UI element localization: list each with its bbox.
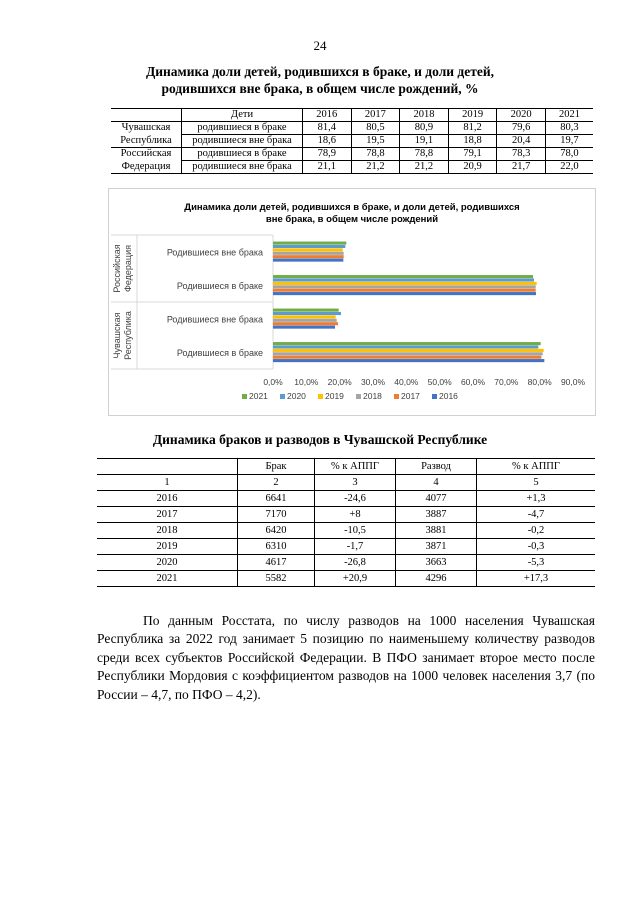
table-cell: 78,3 xyxy=(497,148,546,161)
group-label-line1: Чувашская xyxy=(112,312,122,359)
table-cell: 80,3 xyxy=(545,122,593,135)
table-cell: родившиеся в браке xyxy=(182,122,303,135)
bar-2019 xyxy=(273,282,537,285)
marriages-table-title: Динамика браков и разводов в Чувашской Республике xyxy=(152,432,488,447)
table-cell: 78,8 xyxy=(351,148,400,161)
page-number: 24 xyxy=(313,38,327,53)
births-chart xyxy=(108,188,596,416)
table-cell: 20,4 xyxy=(497,135,546,148)
table-cell: 6420 xyxy=(238,523,315,539)
births-title-line2: родившихся вне брака, в общем числе рождений, % xyxy=(161,81,479,96)
table-header-cell xyxy=(111,109,182,122)
group-label-line2: Республика xyxy=(123,311,133,360)
bar-2018 xyxy=(273,352,543,355)
table-cell: 19,1 xyxy=(400,135,449,148)
x-tick-label: 40,0% xyxy=(394,377,419,387)
table-cell: -1,7 xyxy=(315,539,396,555)
chart-legend xyxy=(242,391,458,401)
table-cell: 3887 xyxy=(396,507,477,523)
chart-bars xyxy=(273,242,544,363)
table-cell: 3663 xyxy=(396,555,477,571)
table-cell: 2021 xyxy=(97,571,238,587)
table-numbering-row xyxy=(97,475,595,491)
table-cell: 21,2 xyxy=(351,161,400,174)
table-header-cell: Развод xyxy=(396,459,477,475)
table-cell: +20,9 xyxy=(315,571,396,587)
table-cell: 78,8 xyxy=(400,148,449,161)
table-cell: -26,8 xyxy=(315,555,396,571)
table-cell: Российская xyxy=(111,148,182,161)
table-cell: 19,7 xyxy=(545,135,593,148)
table-cell: 7170 xyxy=(238,507,315,523)
table-cell: +17,3 xyxy=(477,571,596,587)
table-row xyxy=(97,523,595,539)
bar-2016 xyxy=(273,359,544,362)
table-cell: 4 xyxy=(396,475,477,491)
table-cell: 4077 xyxy=(396,491,477,507)
table-row xyxy=(97,539,595,555)
table-cell: 18,6 xyxy=(303,135,352,148)
table-row xyxy=(97,571,595,587)
legend-swatch-2021 xyxy=(242,394,247,399)
table-header-cell: Брак xyxy=(238,459,315,475)
bar-2016 xyxy=(273,292,536,295)
bar-2020 xyxy=(273,312,341,315)
bar-2017 xyxy=(273,356,541,359)
x-tick-label: 0,0% xyxy=(263,377,283,387)
bar-2020 xyxy=(273,245,345,248)
bar-2016 xyxy=(273,259,343,262)
table-cell: 2019 xyxy=(97,539,238,555)
bar-2017 xyxy=(273,289,536,292)
table-cell: -24,6 xyxy=(315,491,396,507)
category-label: Родившиеся вне брака xyxy=(166,314,263,325)
x-tick-label: 20,0% xyxy=(327,377,352,387)
table-cell: 22,0 xyxy=(545,161,593,174)
table-cell: 1 xyxy=(97,475,238,491)
table-cell: родившиеся в браке xyxy=(182,148,303,161)
table-cell: 2016 xyxy=(97,491,238,507)
table-header-cell: 2018 xyxy=(400,109,449,122)
table-cell: 5 xyxy=(477,475,596,491)
bar-2017 xyxy=(273,255,344,258)
bar-2020 xyxy=(273,278,534,281)
x-tick-label: 70,0% xyxy=(494,377,519,387)
category-label: Родившиеся вне брака xyxy=(166,247,263,258)
chart-title-line1: Динамика доли детей, родившихся в браке, и доли детей, родившихся xyxy=(184,202,520,213)
table-header-row xyxy=(111,109,593,122)
table-cell: -0,3 xyxy=(477,539,596,555)
table-cell: 81,4 xyxy=(303,122,352,135)
table-header-cell: 2021 xyxy=(545,109,593,122)
table-header-cell xyxy=(97,459,238,475)
table-cell: 3871 xyxy=(396,539,477,555)
table-row xyxy=(97,507,595,523)
table-header-cell: Дети xyxy=(182,109,303,122)
table-row xyxy=(111,122,593,135)
chart-svg xyxy=(109,189,595,415)
table-cell: -5,3 xyxy=(477,555,596,571)
table-cell: 2020 xyxy=(97,555,238,571)
table-cell: Федерация xyxy=(111,161,182,174)
legend-label-2021: 2021 xyxy=(249,391,268,401)
bar-2019 xyxy=(273,315,336,318)
bar-2021 xyxy=(273,275,533,278)
table-cell: родившиеся вне брака xyxy=(182,135,303,148)
legend-swatch-2020 xyxy=(280,394,285,399)
bar-2018 xyxy=(273,252,344,255)
bar-2021 xyxy=(273,342,541,345)
table-header-cell: 2019 xyxy=(448,109,497,122)
legend-label-2020: 2020 xyxy=(287,391,306,401)
table-cell: 6641 xyxy=(238,491,315,507)
table-cell: 21,7 xyxy=(497,161,546,174)
x-tick-label: 60,0% xyxy=(460,377,486,387)
table-cell: 3 xyxy=(315,475,396,491)
table-header-cell: % к АППГ xyxy=(315,459,396,475)
table-cell: Чувашская xyxy=(111,122,182,135)
table-cell: 20,9 xyxy=(448,161,497,174)
marriages-table xyxy=(97,458,595,587)
table-cell: 21,1 xyxy=(303,161,352,174)
bar-2017 xyxy=(273,322,338,325)
table-cell: 3881 xyxy=(396,523,477,539)
table-cell: родившиеся вне брака xyxy=(182,161,303,174)
table-cell: Республика xyxy=(111,135,182,148)
bar-2021 xyxy=(273,242,346,245)
bar-2019 xyxy=(273,248,343,251)
table-header-cell: 2016 xyxy=(303,109,352,122)
x-tick-label: 90,0% xyxy=(560,377,586,387)
table-row xyxy=(111,161,593,174)
births-table-title xyxy=(60,63,580,97)
category-label: Родившиеся в браке xyxy=(176,280,263,291)
category-label: Родившиеся в браке xyxy=(176,347,263,358)
chart-x-ticks xyxy=(263,377,585,387)
table-cell: 2018 xyxy=(97,523,238,539)
table-cell: 80,5 xyxy=(351,122,400,135)
x-tick-label: 50,0% xyxy=(427,377,452,387)
table-cell: -10,5 xyxy=(315,523,396,539)
table-cell: 19,5 xyxy=(351,135,400,148)
body-paragraph: По данным Росстата, по числу разводов на 1000 населения Чувашская Республика за 2022 год занимает 5 позицию по наименьшему количеству разводов среди всех субъектов Российской Федерации. В ПФО занимает второе место после Республики Мордовия с коэффициентом разводов на 1000 человек населения 3,7 (по России – 4,7, по ПФО – 4,2). xyxy=(97,612,595,702)
table-cell: 81,2 xyxy=(448,122,497,135)
table-row xyxy=(97,555,595,571)
table-header-row xyxy=(97,459,595,475)
legend-swatch-2016 xyxy=(432,394,437,399)
bar-2016 xyxy=(273,326,335,329)
legend-swatch-2019 xyxy=(318,394,323,399)
bar-2021 xyxy=(273,309,339,312)
group-label-line2: Федерация xyxy=(123,245,133,292)
table-cell: 6310 xyxy=(238,539,315,555)
table-cell: 4296 xyxy=(396,571,477,587)
table-cell: +8 xyxy=(315,507,396,523)
x-tick-label: 30,0% xyxy=(360,377,386,387)
legend-swatch-2018 xyxy=(356,394,361,399)
bar-2018 xyxy=(273,285,536,288)
bar-2018 xyxy=(273,319,337,322)
legend-label-2017: 2017 xyxy=(401,391,420,401)
legend-label-2019: 2019 xyxy=(325,391,344,401)
x-tick-label: 80,0% xyxy=(527,377,552,387)
table-header-cell: 2017 xyxy=(351,109,400,122)
table-cell: +1,3 xyxy=(477,491,596,507)
table-cell: 2 xyxy=(238,475,315,491)
x-tick-label: 10,0% xyxy=(294,377,319,387)
table-cell: 2017 xyxy=(97,507,238,523)
table-row xyxy=(111,148,593,161)
bar-2020 xyxy=(273,345,538,348)
table-header-cell: % к АППГ xyxy=(477,459,596,475)
table-cell: 4617 xyxy=(238,555,315,571)
legend-label-2016: 2016 xyxy=(439,391,458,401)
bar-2019 xyxy=(273,349,544,352)
table-cell: 78,9 xyxy=(303,148,352,161)
table-row xyxy=(111,135,593,148)
table-cell: 5582 xyxy=(238,571,315,587)
table-cell: 18,8 xyxy=(448,135,497,148)
table-cell: 80,9 xyxy=(400,122,449,135)
legend-swatch-2017 xyxy=(394,394,399,399)
table-cell: 78,0 xyxy=(545,148,593,161)
group-label-line1: Российская xyxy=(112,244,122,293)
table-row xyxy=(97,491,595,507)
legend-label-2018: 2018 xyxy=(363,391,382,401)
chart-title-line2: вне брака, в общем числе рождений xyxy=(265,214,439,225)
table-cell: 21,2 xyxy=(400,161,449,174)
table-cell: -0,2 xyxy=(477,523,596,539)
table-cell: -4,7 xyxy=(477,507,596,523)
table-header-cell: 2020 xyxy=(497,109,546,122)
births-title-line1: Динамика доли детей, родившихся в браке, и доли детей, xyxy=(145,64,495,79)
table-cell: 79,1 xyxy=(448,148,497,161)
table-cell: 79,6 xyxy=(497,122,546,135)
births-table xyxy=(111,108,593,174)
